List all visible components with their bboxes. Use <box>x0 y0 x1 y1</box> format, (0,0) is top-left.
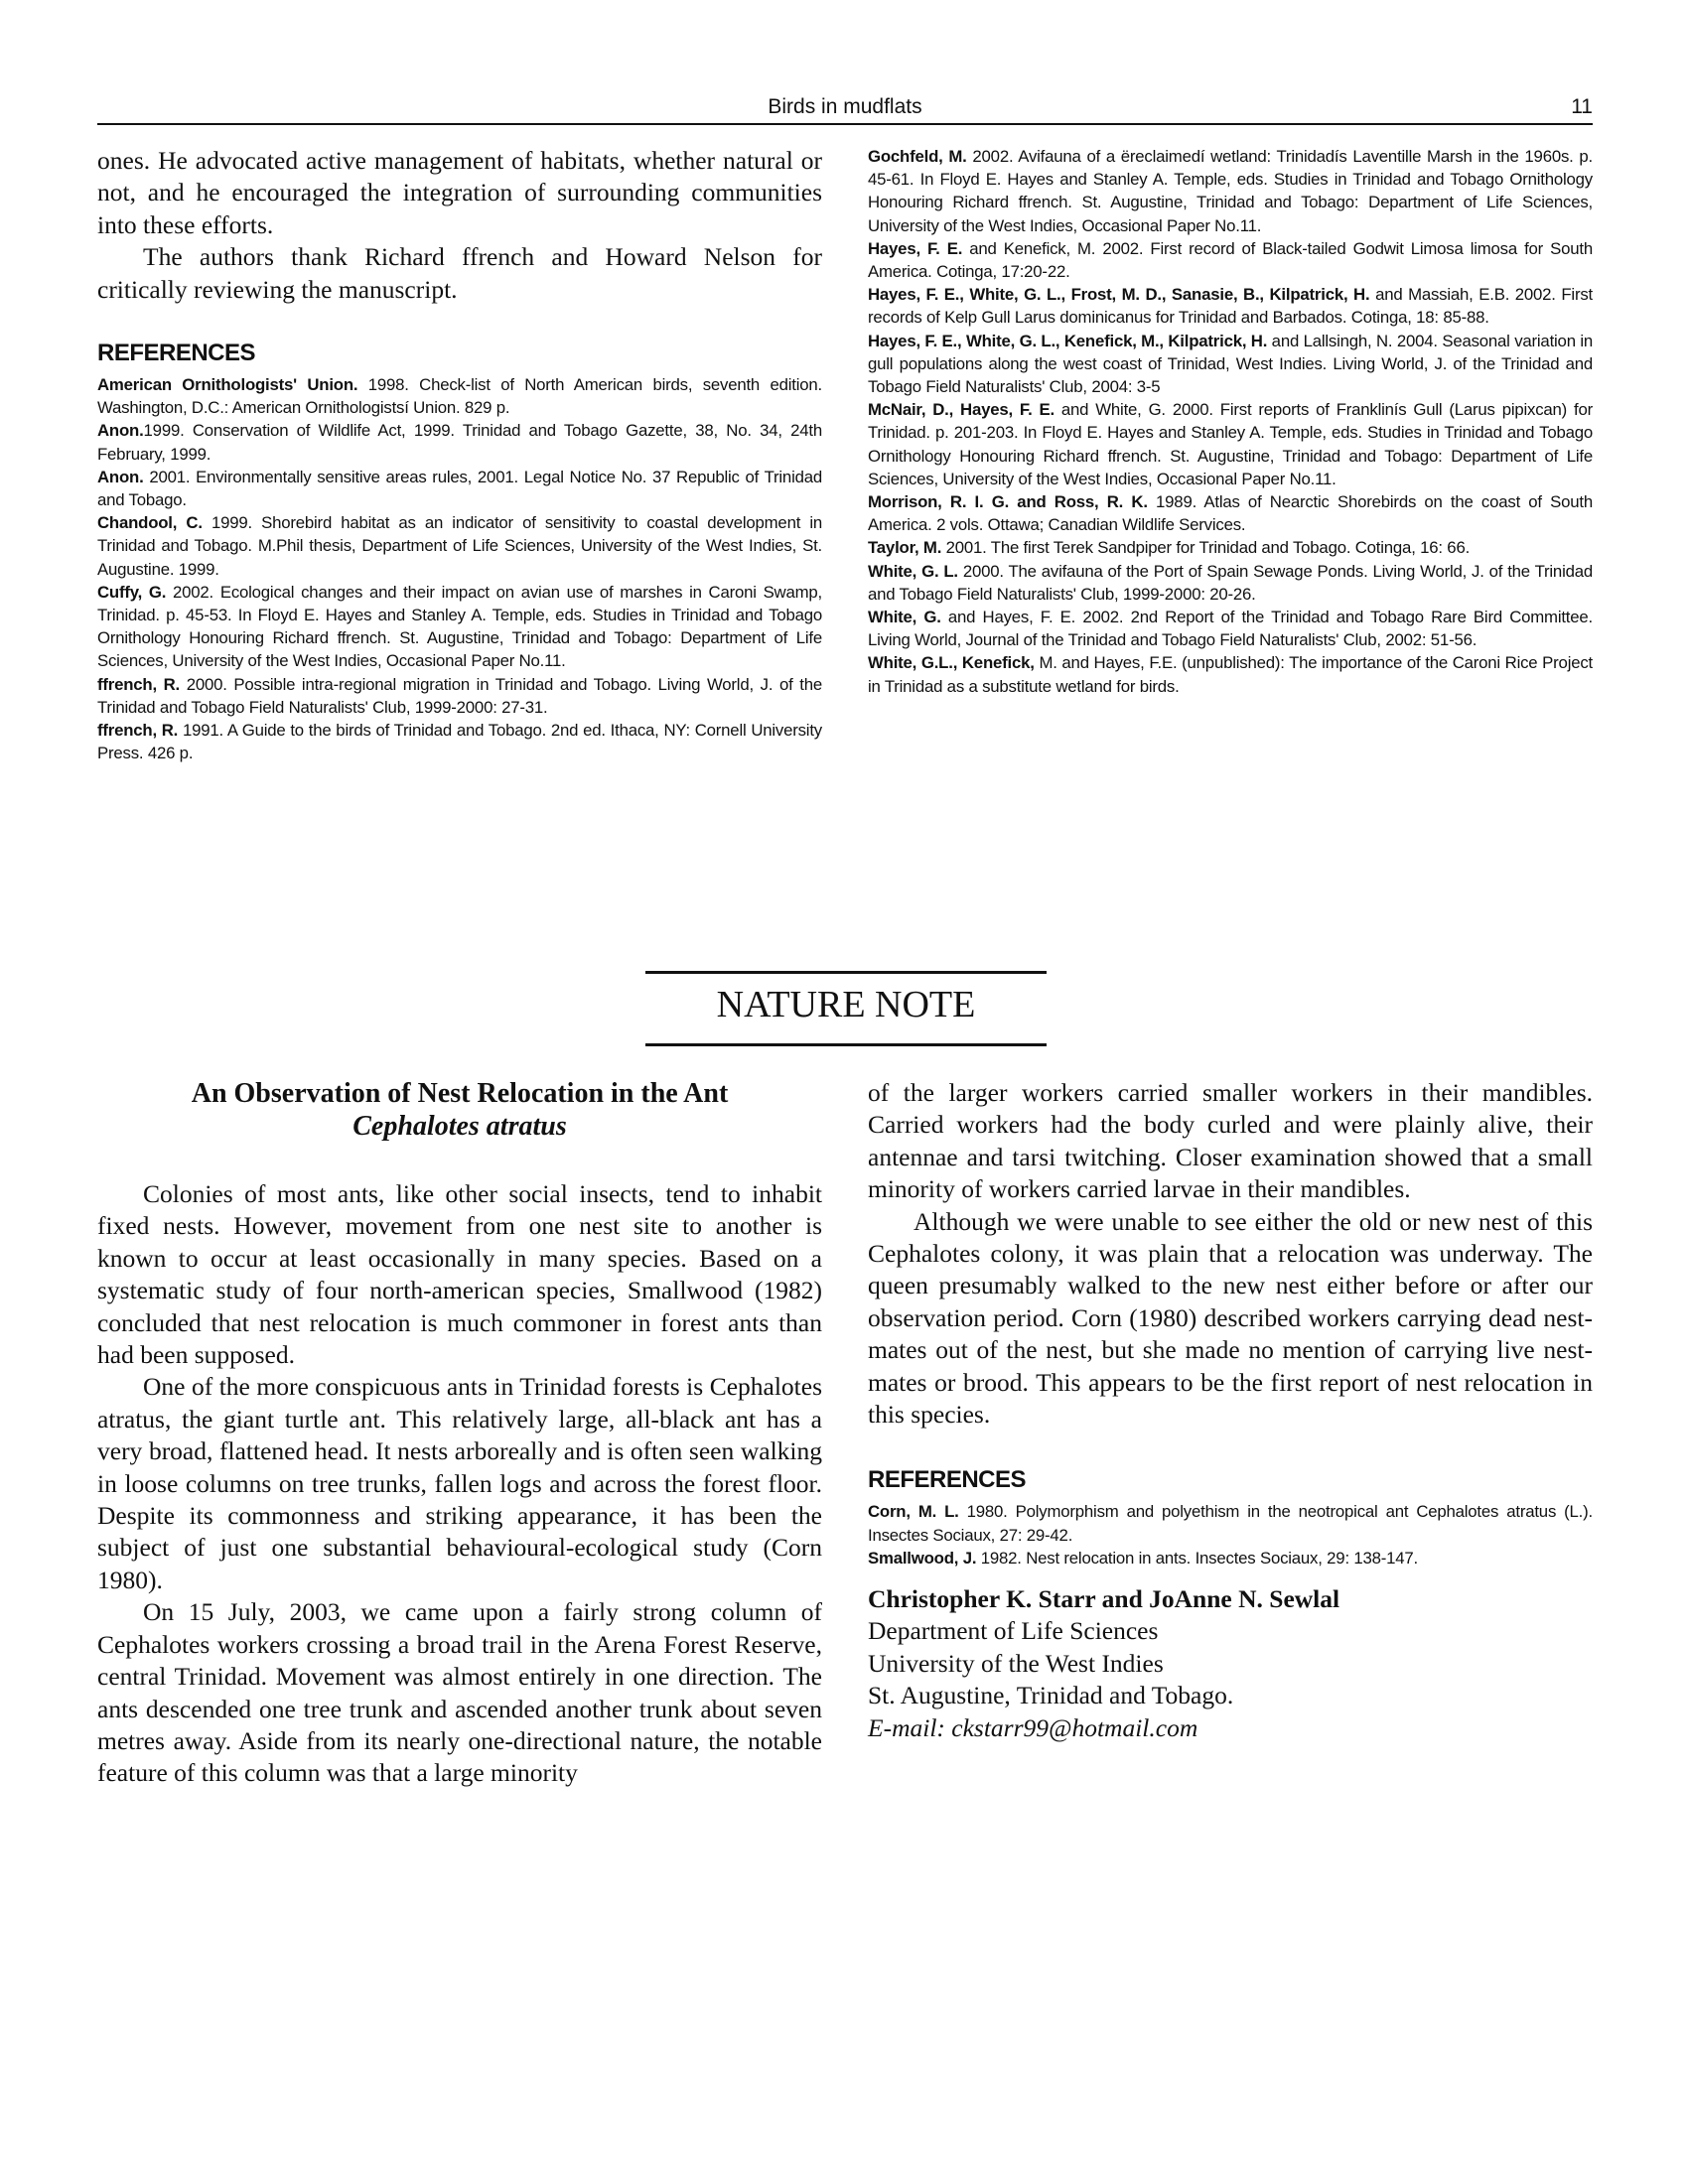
body-paragraph: One of the more conspicuous ants in Trinidad forests is Cephalotes atratus, the giant turtle ant. This relatively large, all-black ant has a very broad, flattened head. It nests arboreally and is often seen walking in loose columns on tree trunks, fallen logs and across the forest floor. Despite its commonness and striking appearance, it has been the subject of just one substantial behavioural-ecological study (Corn 1980). <box>97 1372 822 1594</box>
reference-entry <box>868 536 1593 559</box>
references-heading: REFERENCES <box>97 340 256 367</box>
article-body-left <box>97 1178 822 1790</box>
references-list <box>97 373 822 764</box>
reference-text: and Hayes, F. E. 2002. 2nd Report of the Trinidad and Tobago Rare Bird Committee. Living World, Journal of the Trinidad and Tobago Field Naturalists' Club, 2002: 51-56. <box>868 608 1593 650</box>
reference-text: 1991. A Guide to the birds of Trinidad and Tobago. 2nd ed. Ithaca, NY: Cornell University Press. 426 p. <box>97 721 822 763</box>
reference-author: Hayes, F. E. <box>868 238 963 258</box>
top-left-column <box>97 145 822 764</box>
reference-entry <box>868 560 1593 606</box>
article-title <box>97 1077 822 1143</box>
reference-text: 2001. Environmentally sensitive areas rules, 2001. Legal Notice No. 37 Republic of Trinidad and Tobago. <box>97 467 822 510</box>
reference-entry <box>97 719 822 764</box>
article-title-species: Cephalotes atratus <box>352 1111 567 1142</box>
body-paragraph: Although we were unable to see either the old or new nest of this Cephalotes colony, it was plain that a relocation was underway. The queen presumably walked to the new nest either before or after our observation period. Corn (1980) described workers carrying dead nest-mates out of the nest, but she made no mention of carrying live nest-mates or brood. This appears to be the first report of nest relocation in this species. <box>868 1206 1593 1430</box>
reference-author: White, G. <box>868 608 941 627</box>
reference-entry <box>868 398 1593 490</box>
reference-entry <box>868 237 1593 283</box>
author-department: Department of Life Sciences <box>868 1616 1159 1646</box>
reference-entry <box>868 1500 1593 1546</box>
reference-entry <box>97 581 822 673</box>
reference-text: 2002. Ecological changes and their impact on avian use of marshes in Caroni Swamp, Trinidad. p. 45-53. In Floyd E. Hayes and Stanley A. Temple, eds. Studies in Trinidad and Tobago Ornithology Honouring Richard ffrench. St. Augustine, Trinidad and Tobago: Department of Life Sciences, University of the West Indies, Occasional Paper No.11. <box>97 582 822 671</box>
reference-author: American Ornithologists' Union. <box>97 375 358 395</box>
reference-author: White, G. L. <box>868 561 958 581</box>
reference-entry <box>868 1547 1593 1570</box>
reference-entry <box>97 511 822 581</box>
body-paragraph: ones. He advocated active management of habitats, whether natural or not, and he encouraged the integration of surrounding communities into these efforts. <box>97 146 822 239</box>
reference-entry <box>97 466 822 511</box>
reference-text: 1980. Polymorphism and polyethism in the neotropical ant Cephalotes atratus (L.). Insectes Sociaux, 27: 29-42. <box>868 1502 1593 1545</box>
author-university: University of the West Indies <box>868 1648 1164 1678</box>
nature-note-banner: NATURE NOTE <box>645 971 1047 1046</box>
reference-entry <box>868 330 1593 399</box>
reference-text: 1989. Atlas of Nearctic Shorebirds on the coast of South America. 2 vols. Ottawa; Canadian Wildlife Services. <box>868 492 1593 535</box>
reference-author: Anon. <box>97 467 144 486</box>
reference-text: 2000. The avifauna of the Port of Spain Sewage Ponds. Living World, J. of the Trinidad and Tobago Field Naturalists' Club, 1999-2000: 20-26. <box>868 561 1593 604</box>
reference-author: Anon. <box>97 421 144 441</box>
reference-text: M. and Hayes, F.E. (unpublished): The importance of the Caroni Rice Project in Trinidad as a substitute wetland for birds. <box>868 653 1594 696</box>
reference-author: Morrison, R. I. G. and Ross, R. K. <box>868 492 1148 512</box>
reference-text: and Massiah, E.B. 2002. First records of Kelp Gull Larus dominicanus for Trinidad and Barbados. Cotinga, 18: 85-88. <box>868 285 1593 328</box>
reference-text: and Lallsingh, N. 2004. Seasonal variation in gull populations along the west coast of Trinidad, West Indies. Living World, J. of the Trinidad and Tobago Field Naturalists' Club, 2004: 3-5 <box>868 331 1593 397</box>
reference-author: Smallwood, J. <box>868 1548 977 1568</box>
author-location: St. Augustine, Trinidad and Tobago. <box>868 1681 1234 1710</box>
reference-text: 1999. Conservation of Wildlife Act, 1999. Trinidad and Tobago Gazette, 38, No. 34, 24th February, 1999. <box>97 421 822 464</box>
reference-author: Chandool, C. <box>97 513 203 533</box>
reference-author: White, G.L., Kenefick, <box>868 653 1035 673</box>
reference-text: 1998. Check-list of North American birds, seventh edition. Washington, D.C.: American Ornithologistsí Union. 829 p. <box>97 375 822 418</box>
reference-text: 2000. Possible intra-regional migration in Trinidad and Tobago. Living World, J. of the Trinidad and Tobago Field Naturalists' Club, 1999-2000: 27-31. <box>97 674 822 717</box>
reference-text: 2001. The first Terek Sandpiper for Trinidad and Tobago. Cotinga, 16: 66. <box>941 538 1471 558</box>
article-right-column <box>868 1077 1593 1744</box>
running-head-title: Birds in mudflats <box>768 95 922 118</box>
reference-author: Gochfeld, M. <box>868 147 967 166</box>
author-email: E-mail: ckstarr99@hotmail.com <box>868 1712 1198 1742</box>
reference-text: 1982. Nest relocation in ants. Insectes Sociaux, 29: 138-147. <box>976 1548 1419 1568</box>
reference-author: McNair, D., Hayes, F. E. <box>868 400 1055 420</box>
body-paragraph: The authors thank Richard ffrench and Howard Nelson for critically reviewing the manuscript. <box>97 242 822 304</box>
references-heading: REFERENCES <box>868 1466 1027 1494</box>
reference-author: Hayes, F. E., White, G. L., Kenefick, M., Kilpatrick, H. <box>868 331 1268 350</box>
body-paragraph: Colonies of most ants, like other social insects, tend to inhabit fixed nests. However, movement from one nest site to another is known to occur at least occasionally in many species. Based on a systematic study of four north-american species, Smallwood (1982) concluded that nest relocation is much commoner in forest ants than had been supposed. <box>97 1179 822 1370</box>
reference-entry <box>868 145 1593 237</box>
reference-author: Corn, M. L. <box>868 1502 959 1522</box>
article-title-line: An Observation of Nest Relocation in the Ant <box>191 1078 729 1109</box>
page-number: 11 <box>1571 95 1593 118</box>
references-list <box>868 1500 1593 1570</box>
body-paragraph: of the larger workers carried smaller workers in their mandibles. Carried workers had the body curled and were plainly alive, their antennae and tarsi twitching. Closer examination showed that a small minority of workers carried larvae in their mandibles. <box>868 1078 1593 1204</box>
reference-author: Hayes, F. E., White, G. L., Frost, M. D., Sanasie, B., Kilpatrick, H. <box>868 285 1370 305</box>
reference-author: Cuffy, G. <box>97 582 167 602</box>
author-names: Christopher K. Starr and JoAnne N. Sewlal <box>868 1584 1340 1614</box>
reference-entry <box>868 651 1593 697</box>
running-head <box>97 95 1593 125</box>
article-body-right <box>868 1077 1593 1431</box>
reference-author: Taylor, M. <box>868 538 942 558</box>
reference-entry <box>868 606 1593 651</box>
reference-entry <box>97 673 822 719</box>
reference-entry <box>868 283 1593 329</box>
reference-author: ffrench, R. <box>97 721 179 741</box>
reference-entry <box>97 373 822 419</box>
body-paragraph: On 15 July, 2003, we came upon a fairly strong column of Cephalotes workers crossing a broad trail in the Arena Forest Reserve, central Trinidad. Movement was almost entirely in one direction. The ants descended one tree trunk and ascended another trunk about seven metres away. Aside from its nearly one-directional nature, the notable feature of this column was that a large minority <box>97 1597 822 1788</box>
author-block <box>868 1583 1593 1744</box>
reference-text: and Kenefick, M. 2002. First record of Black-tailed Godwit Limosa limosa for South America. Cotinga, 17:20-22. <box>868 238 1593 282</box>
reference-author: ffrench, R. <box>97 674 181 694</box>
reference-text: 1999. Shorebird habitat as an indicator of sensitivity to coastal development in Trinidad and Tobago. M.Phil thesis, Department of Life Sciences, University of the West Indies, St. Augustine. 1999. <box>97 513 822 579</box>
reference-text: and White, G. 2000. First reports of Franklinís Gull (Larus pipixcan) for Trinidad. p. 201-203. In Floyd E. Hayes and Stanley A. Temple, eds. Studies in Trinidad and Tobago Ornithology Honouring Richard ffrench. St. Augustine, Trinidad and Tobago: Department of Life Sciences, University of the West Indies, Occasional Paper No.11. <box>868 400 1593 488</box>
reference-entry <box>97 419 822 465</box>
article-left-column <box>97 1077 822 1790</box>
reference-entry <box>868 490 1593 536</box>
top-right-column <box>868 145 1593 698</box>
reference-text: 2002. Avifauna of a ëreclaimedí wetland: Trinidadís Laventille Marsh in the 1960s. p. 45-61. In Floyd E. Hayes and Stanley A. Temple, eds. Studies in Trinidad and Tobago Ornithology Honouring Richard ffrench. St. Augustine, Trinidad and Tobago: Department of Life Sciences, University of the West Indies, Occasional Paper No.11. <box>868 147 1593 235</box>
references-list <box>868 145 1593 698</box>
